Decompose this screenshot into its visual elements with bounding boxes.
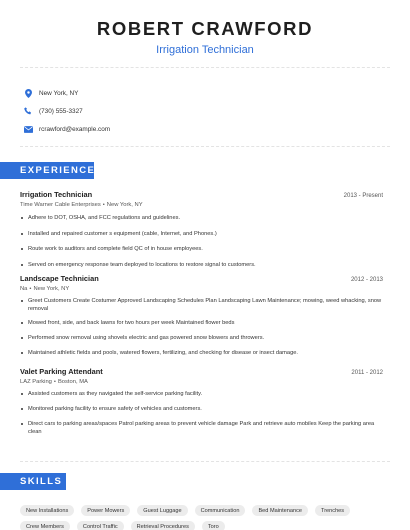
contact-email xyxy=(22,120,110,138)
job-location: Boston, MA xyxy=(57,379,88,385)
contact-divider xyxy=(20,146,390,147)
envelope-icon xyxy=(22,126,34,133)
job-title: Irrigation Technician xyxy=(20,190,93,199)
job-bullet: Greet Customers Create Costumer Approved Landscaping Schedules Plan Landscaping Lawn Maintenance; mowing, weed whacking, snow removal xyxy=(20,297,383,313)
skill-tag: Toro xyxy=(202,521,225,530)
contact-phone xyxy=(22,102,110,120)
location-text: New York, NY xyxy=(39,89,79,97)
candidate-name: ROBERT CRAWFORD xyxy=(96,18,314,39)
job-location: New York, NY xyxy=(33,286,70,292)
job-bullet: Mowed front, side, and back lawns for two hours per week Maintained flower beds xyxy=(20,319,383,327)
job-company-line: Time Warner Cable Enterprises • New York, NY xyxy=(20,202,143,208)
skill-tag: Bed Maintenance xyxy=(252,505,308,516)
job-dates: 2012 - 2013 xyxy=(350,277,383,283)
job-bullet: Route work to auditors and complete field QC of in house employees. xyxy=(20,245,383,253)
contact-location xyxy=(22,84,110,102)
phone-icon xyxy=(22,107,34,115)
job-bullets xyxy=(20,214,383,269)
job-location: New York, NY xyxy=(106,202,143,208)
job-title: Valet Parking Attendant xyxy=(20,367,103,376)
candidate-title: Irrigation Technician xyxy=(156,44,254,56)
job-bullet: Adhere to DOT, OSHA, and FCC regulations and guidelines. xyxy=(20,214,383,222)
job-bullet: Monitored parking facility to ensure safety of vehicles and customers. xyxy=(20,405,383,413)
resume-header xyxy=(0,0,410,56)
skills-heading: SKILLS xyxy=(0,473,66,490)
job-bullets xyxy=(20,297,383,357)
skills-list xyxy=(20,505,395,530)
job-bullets xyxy=(20,390,383,436)
map-pin-icon xyxy=(22,89,34,98)
skill-tag: New Installations xyxy=(20,505,74,516)
job-company: Na xyxy=(20,286,28,292)
job-company-line: LAZ Parking • Boston, MA xyxy=(20,379,88,385)
job-bullet: Served on emergency response team deployed to locations to restore signal to customers. xyxy=(20,261,383,269)
skill-tag: Trenches xyxy=(315,505,350,516)
job-bullet: Direct cars to parking areas/spaces Patrol parking areas to prevent vehicle damage Park and retrieve auto mobiles Keep the parking area clean xyxy=(20,420,383,436)
skill-tag: Control Traffic xyxy=(77,521,124,530)
skill-tag: Power Mowers xyxy=(81,505,130,516)
skill-tag: Retrieval Procedures xyxy=(131,521,195,530)
job-bullet: Performed snow removal using shovels electric and gas powered snow blowers and throwers. xyxy=(20,334,383,342)
job-dates: 2013 - Present xyxy=(343,193,383,199)
job-entry xyxy=(20,190,383,269)
experience-divider xyxy=(20,461,390,462)
job-bullet: Assisted customers as they navigated the self-service parking facility. xyxy=(20,390,383,398)
job-entry xyxy=(20,367,383,436)
job-bullet: Installed and repaired customer s equipment (cable, Internet, and Phones.) xyxy=(20,230,383,238)
skill-tag: Crew Members xyxy=(20,521,70,530)
job-entry xyxy=(20,274,383,357)
job-company: Time Warner Cable Enterprises xyxy=(20,202,101,208)
header-divider xyxy=(20,67,390,68)
job-company-line: Na • New York, NY xyxy=(20,286,70,292)
job-dates: 2011 - 2012 xyxy=(351,370,383,376)
job-bullet: Maintained athletic fields and pools, watered flowers, fertilizing, and checking for disease or insect damage. xyxy=(20,349,383,357)
skill-tag: Communication xyxy=(195,505,246,516)
email-text: rcrawford@example.com xyxy=(39,125,111,133)
skill-tag: Guest Luggage xyxy=(137,505,187,516)
job-title: Landscape Technician xyxy=(20,274,99,283)
contact-list xyxy=(22,84,110,138)
phone-text: (730) 555-3327 xyxy=(39,107,83,115)
job-company: LAZ Parking xyxy=(20,379,52,385)
experience-heading: EXPERIENCE xyxy=(0,162,94,179)
